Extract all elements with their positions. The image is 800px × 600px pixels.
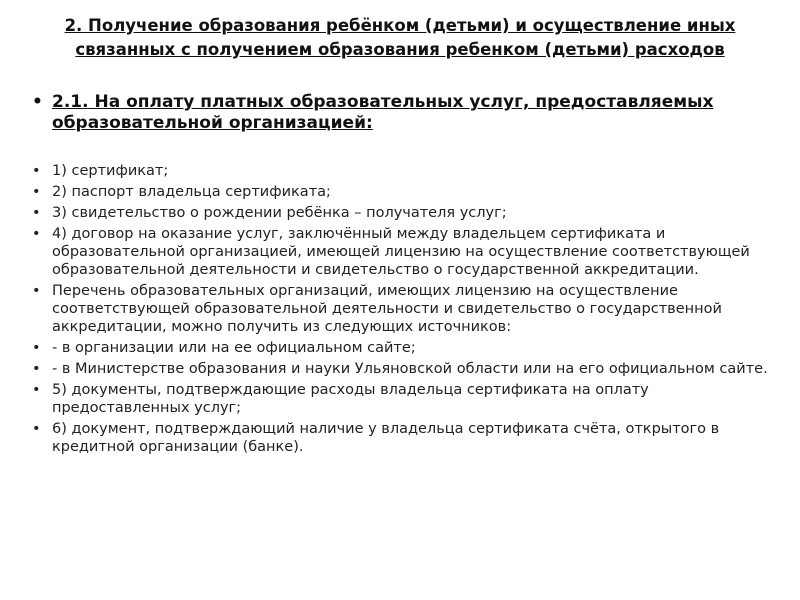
bullet-icon: • [32,184,41,200]
list-item-text: 5) документы, подтверждающие расходы владельца сертификата на оплату предоставленных услуг; [52,382,649,416]
list-item [32,360,772,378]
list-item [32,225,772,279]
list-item-text: - в Министерстве образования и науки Ульяновской области или на его официальном сайте. [52,361,768,377]
document-list [32,162,772,459]
bullet-icon: • [32,163,41,179]
list-item [32,381,772,417]
list-item-text: 2) паспорт владельца сертификата; [52,184,331,200]
bullet-icon: • [32,421,41,437]
list-item [32,420,772,456]
subheading-text: 2.1. На оплату платных образовательных услуг, предоставляемых образовательной организацией: [52,92,714,133]
list-item-text: 4) договор на оказание услуг, заключённый между владельцем сертификата и образовательной организацией, имеющей лицензию на осуществление соответствующей образовательной деятельности и свидетельство о государственной аккредитации. [52,226,750,278]
bullet-icon: • [32,205,41,221]
list-item [32,183,772,201]
list-item [32,204,772,222]
bullet-icon: • [32,283,41,299]
bullet-icon: • [32,92,43,112]
list-item [32,339,772,357]
slide-title: 2. Получение образования ребёнком (детьми) и осуществление иных связанных с получением образования ребенком (детьми) расходов [64,16,736,59]
list-item-text: 6) документ, подтверждающий наличие у владельца сертификата счёта, открытого в кредитной организации (банке). [52,421,720,455]
bullet-icon: • [32,226,41,242]
list-item [32,282,772,336]
subheading [32,92,792,134]
bullet-icon: • [32,361,41,377]
list-item-text: Перечень образовательных организаций, имеющих лицензию на осуществление соответствующей образовательной деятельности и свидетельство о государственной аккредитации, можно получить из следующих источников: [52,283,722,335]
list-item-text: - в организации или на ее официальном сайте; [52,340,416,356]
list-item-text: 3) свидетельство о рождении ребёнка – получателя услуг; [52,205,507,221]
bullet-icon: • [32,340,41,356]
bullet-icon: • [32,382,41,398]
list-item-text: 1) сертификат; [52,163,169,179]
list-item [32,162,772,180]
